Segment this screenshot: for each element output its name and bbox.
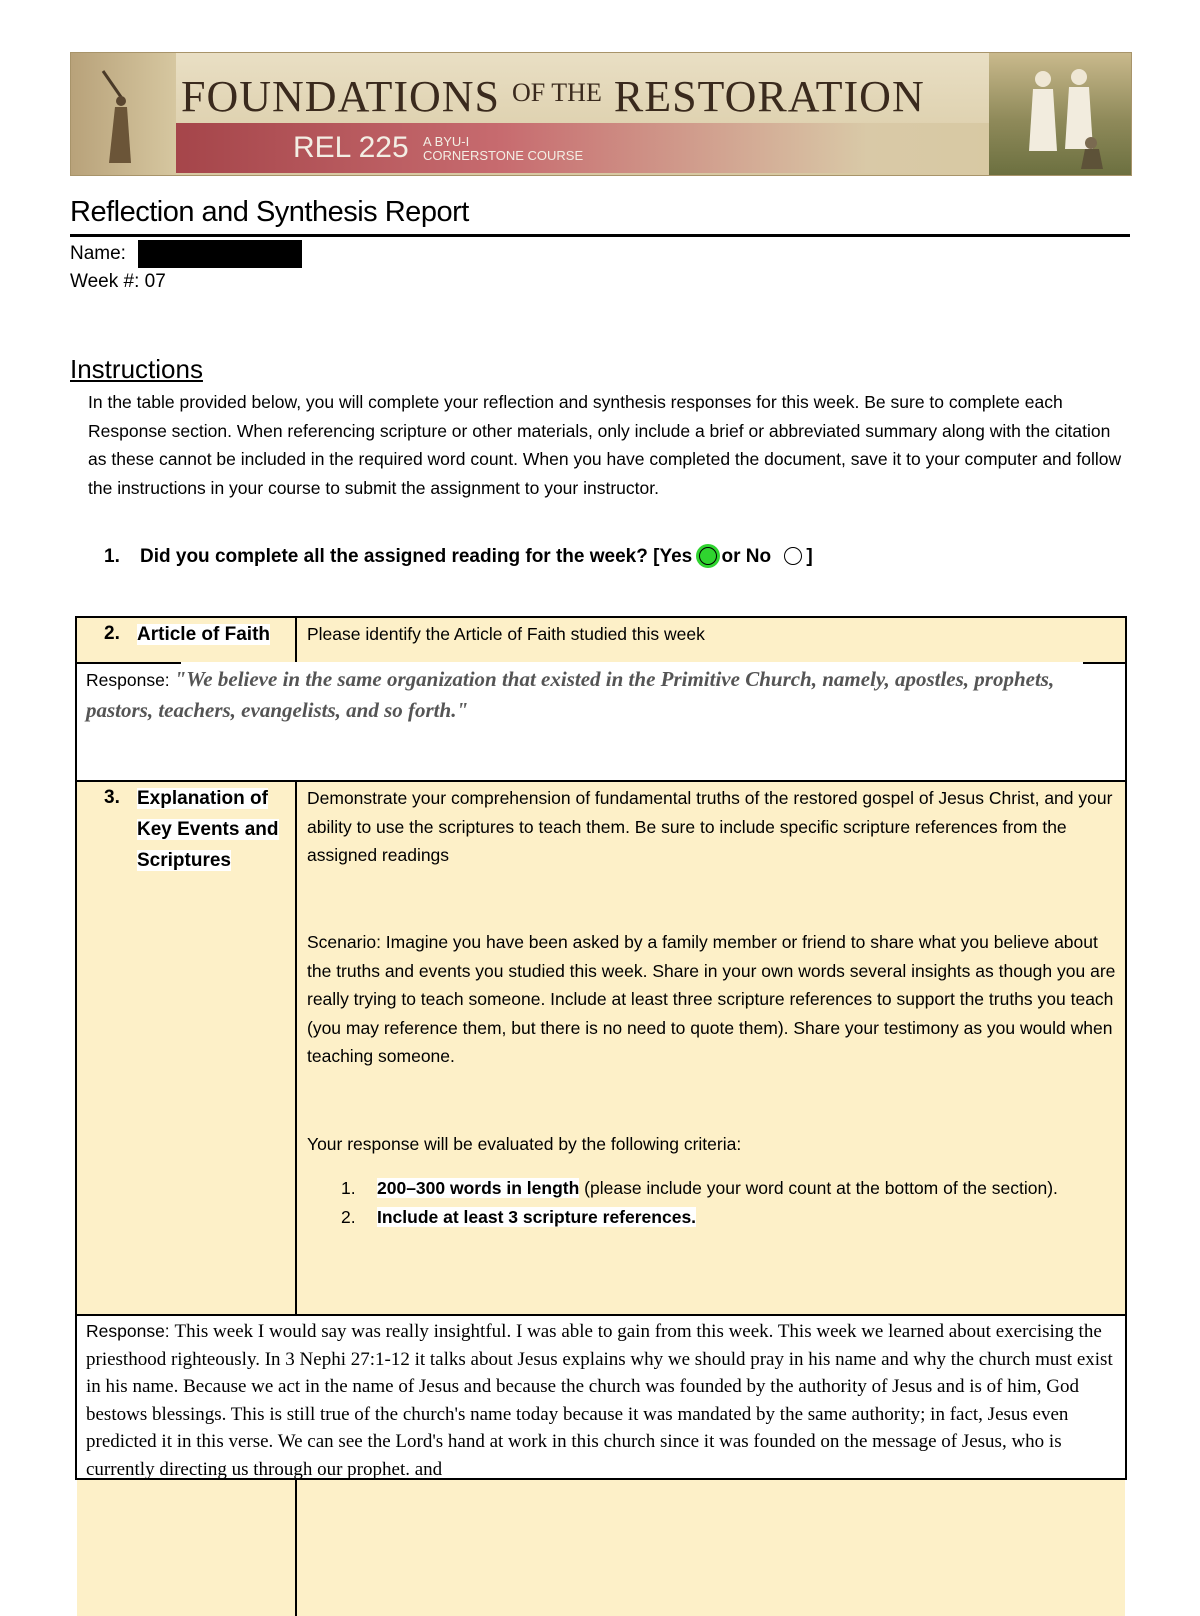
name-redaction: [138, 240, 302, 268]
course-banner: [70, 52, 1132, 176]
course-subtitle: A BYU-I CORNERSTONE COURSE: [423, 134, 584, 163]
section-3-number: 3.: [104, 787, 120, 808]
section-3-response-box[interactable]: [75, 1314, 1127, 1480]
yes-radio[interactable]: [699, 547, 717, 565]
section-2-prompt: Please identify the Article of Faith studied this week: [307, 624, 705, 644]
section-3-criteria: [307, 1174, 1119, 1231]
section-3-divider: [295, 782, 297, 1616]
banner-title: FOUNDATIONS $^{OF THE}$ RESTORATION: [181, 72, 925, 121]
title-rule: [70, 234, 1130, 237]
banner-left-art: [71, 53, 176, 175]
week-label: Week #: 07: [70, 271, 166, 292]
section-3-criteria-intro: Your response will be evaluated by the following criteria:: [307, 1134, 742, 1154]
question-1-text: Did you complete all the assigned reading for the week? [Yes: [140, 546, 693, 567]
course-code: REL 225: [293, 131, 409, 164]
angels-icon: [1011, 61, 1111, 169]
instructions-body: In the table provided below, you will complete your reflection and synthesis responses for this week. Be sure to complete each Response section. When referencing scripture or other materials, only include a brief or abbreviated summary along with the citation as these cannot be included in the required word count. When you have completed the document, save it to your computer and follow the instructions in your course to submit the assignment to your instructor.: [88, 392, 1122, 498]
no-radio[interactable]: [784, 547, 802, 565]
instructions-heading: Instructions: [70, 354, 203, 384]
criteria-item: 2. Include at least 3 scripture references.: [341, 1206, 697, 1227]
section-2-divider: [295, 618, 297, 662]
section-3-label: Explanation of Key Events and Scriptures: [137, 788, 279, 871]
section-3-response-label: Response:: [86, 1321, 175, 1341]
report-title: Reflection and Synthesis Report: [70, 196, 469, 228]
section-2-response-text: "We believe in the same organization that existed in the Primitive Church, namely, apostles, prophets, pastors, teachers, evangelists, and so forth.": [86, 667, 1055, 722]
section-3-response: [86, 1318, 1114, 1484]
name-label: Name:: [70, 243, 126, 264]
section-2-label: Article of Faith: [137, 624, 271, 645]
angel-moroni-icon: [99, 67, 139, 167]
section-2-number: 2.: [104, 623, 120, 644]
question-1-close: ]: [806, 546, 813, 567]
or-no-label: or No: [721, 546, 772, 567]
section-3-response-text: This week I would say was really insightful. I was able to gain from this week. This week we learned about exercising the priesthood righteously. In 3 Nephi 27:1-12 it talks about Jesus explains why we should pray in his name and why the church must exist in his name. Because we act in the name of Jesus and because the church was founded by the authority of Jesus and is of him, God bestows blessings. This is still true of the church's name today because it was mandated by the same authority; in fact, Jesus even predicted it in this verse. We can see the Lord's hand at work in this church since it was founded on the message of Jesus, who is currently directing us through our prophet. and: [86, 1321, 1113, 1480]
section-3-prompt: Demonstrate your comprehension of fundamental truths of the restored gospel of Jesus Christ, and your ability to use the scriptures to teach them. Be sure to include specific scripture references from the assigned readings: [307, 788, 1113, 866]
banner-right-art: [989, 53, 1131, 175]
section-2-response-label: Response:: [86, 670, 175, 690]
section-3-scenario: Scenario: Imagine you have been asked by a family member or friend to share what you believe about the truths and events you studied this week. Share in your own words several insights as though you are really trying to teach someone. Include at least three scripture references to support the truths you teach (you may reference them, but there is no need to quote them). Share your testimony as you would when teaching someone.: [307, 932, 1116, 1067]
section-2-table: [75, 616, 1127, 782]
question-1: [104, 546, 813, 568]
criteria-item: 1. 200–300 words in length (please include your word count at the bottom of the section).: [341, 1178, 1058, 1198]
section-2-response[interactable]: [86, 664, 1106, 726]
question-1-number: 1.: [104, 546, 120, 567]
